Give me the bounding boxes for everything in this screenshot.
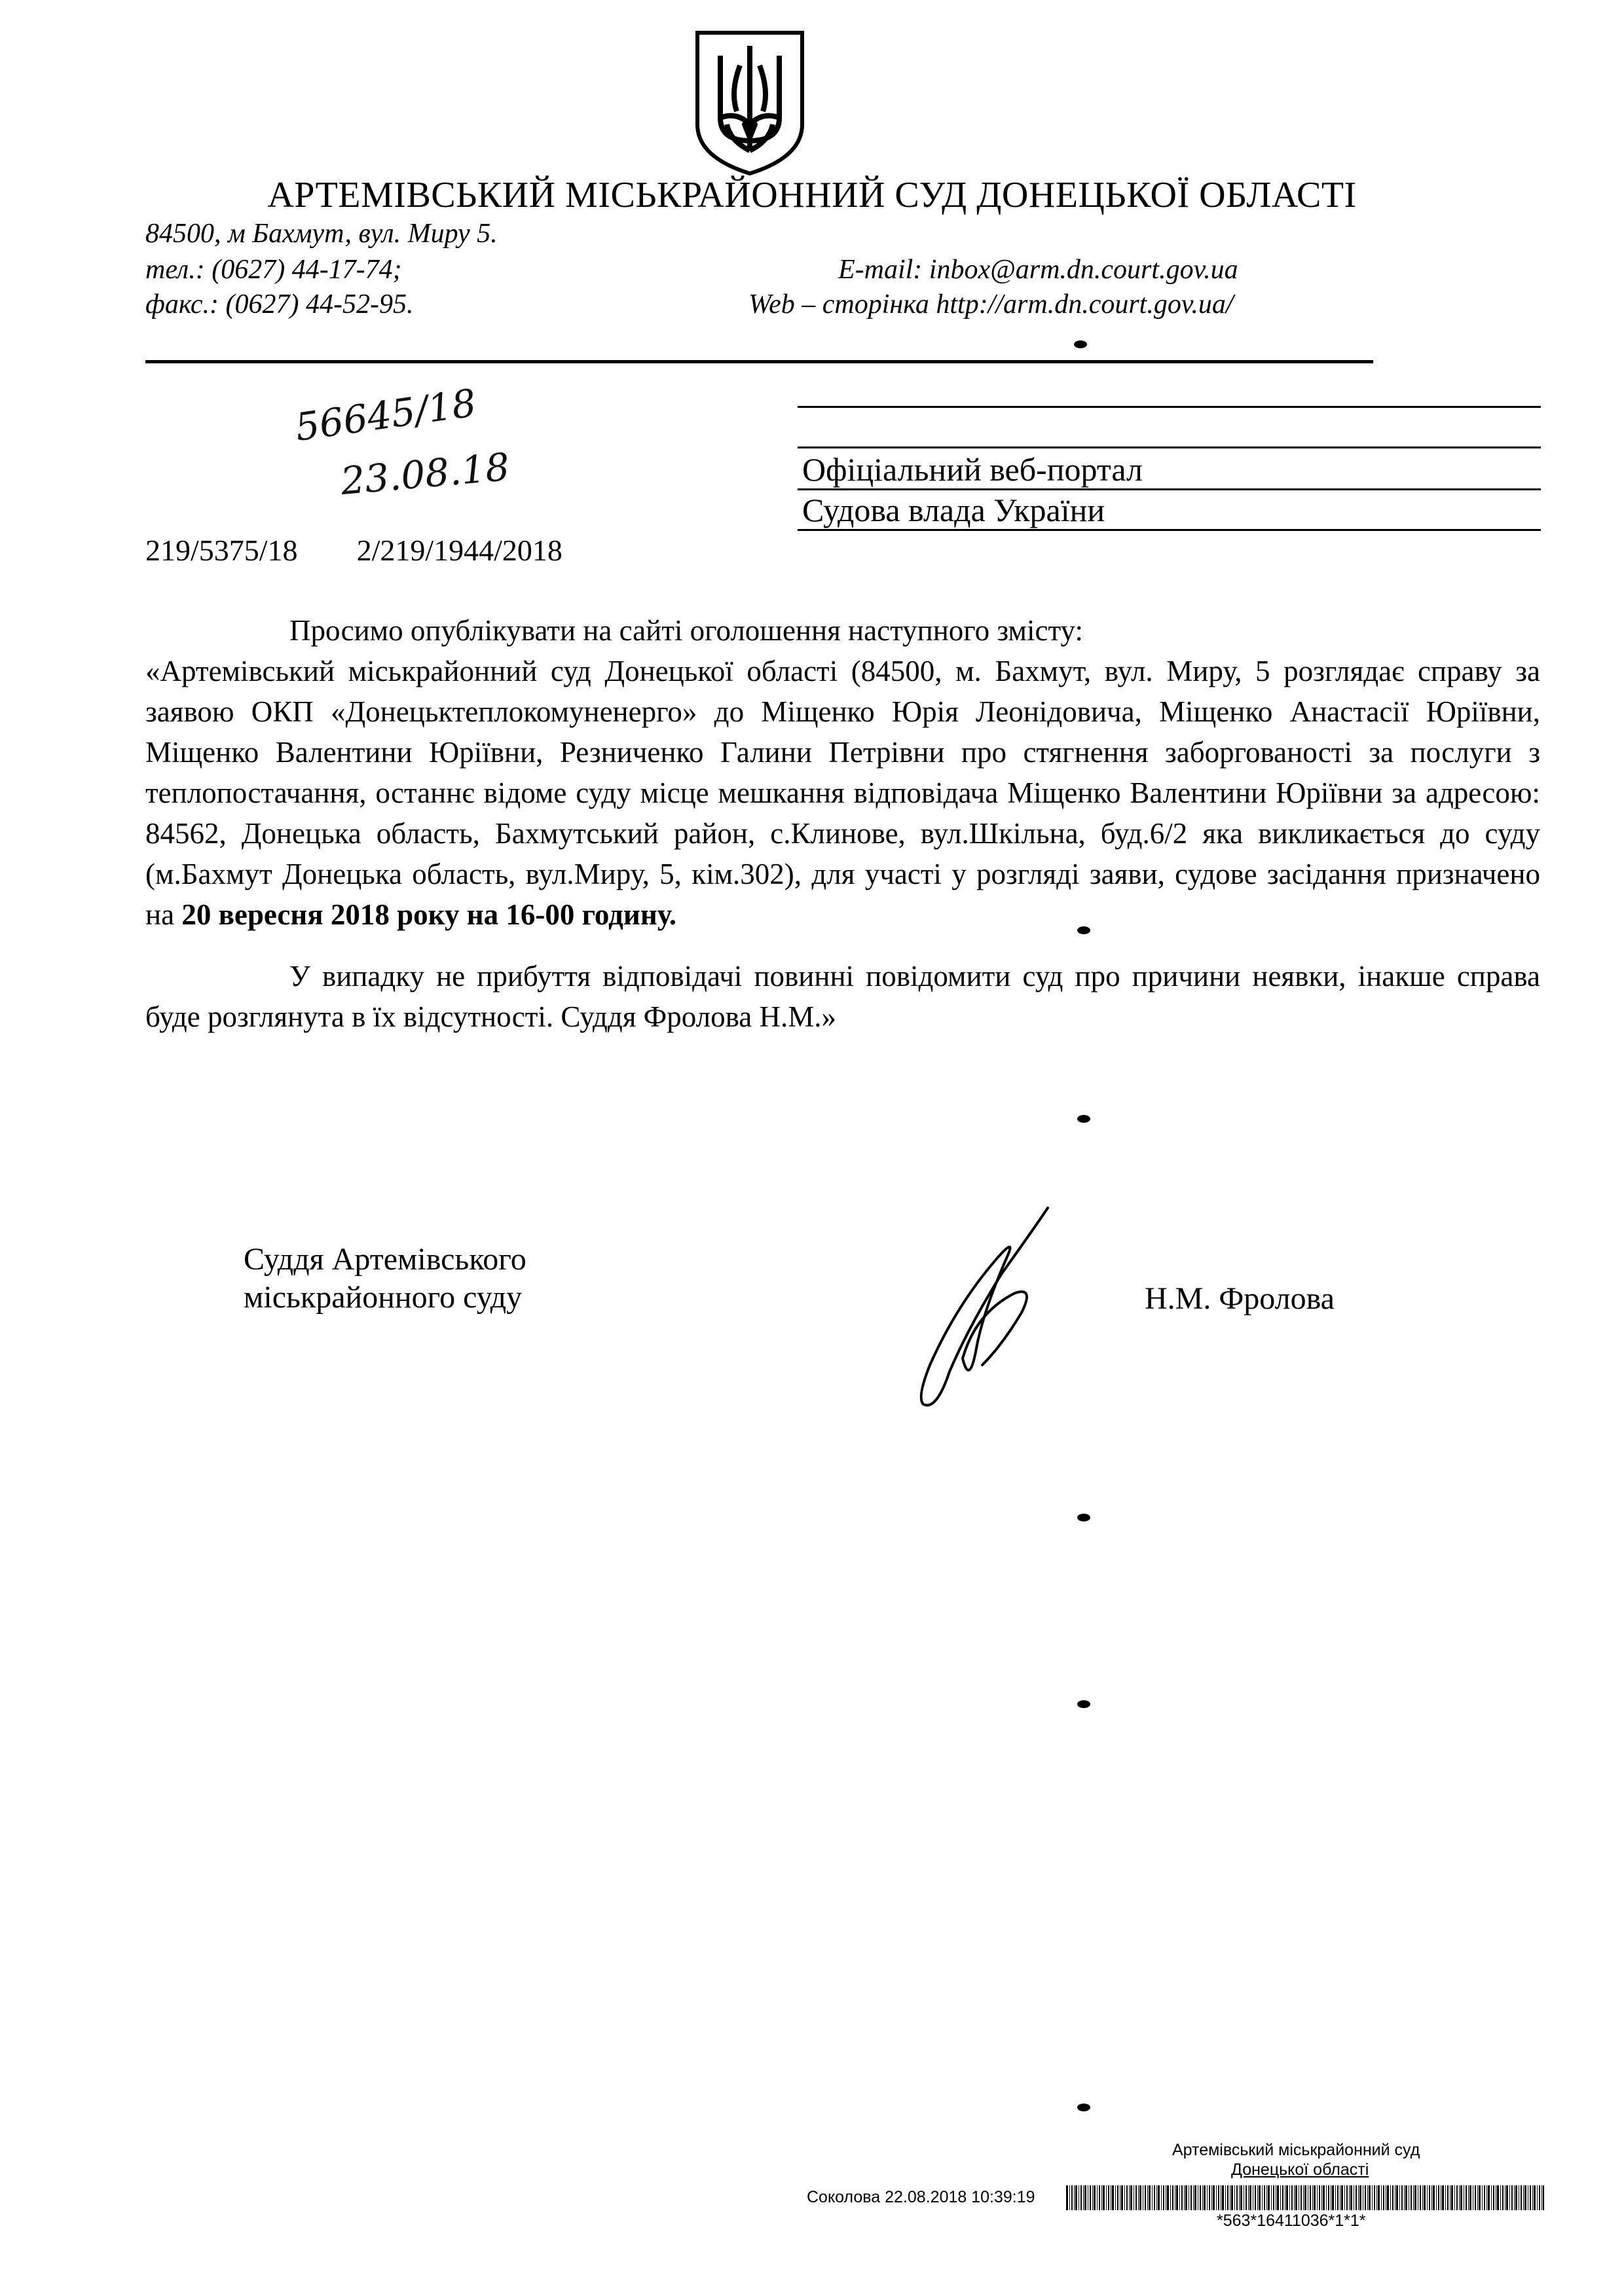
scan-mark bbox=[1077, 1700, 1090, 1708]
case-number-2: 2/219/1944/2018 bbox=[356, 534, 563, 567]
scan-mark bbox=[1077, 926, 1090, 934]
court-website: Web – сторінка http://arm.dn.court.gov.ua/ bbox=[748, 289, 1234, 319]
announcement-paragraph bbox=[145, 651, 1540, 935]
recipient-rule bbox=[798, 488, 1541, 490]
handwritten-reg-date: 23.08.18 bbox=[339, 444, 511, 504]
handwritten-reg-number: 56645/18 bbox=[292, 380, 479, 450]
scan-mark bbox=[1077, 1514, 1090, 1522]
handwritten-signature bbox=[904, 1201, 1061, 1424]
recipient-rule bbox=[798, 446, 1541, 448]
barcode-text: *563*16411036*1*1* bbox=[1217, 2212, 1366, 2230]
stamp-court-line-2: Донецької області bbox=[1231, 2160, 1369, 2179]
judge-title-line-2: міськрайонного суду bbox=[244, 1280, 523, 1315]
court-phone: тел.: (0627) 44-17-74; bbox=[145, 255, 402, 285]
recipient-rule bbox=[798, 406, 1541, 408]
letterhead-divider bbox=[145, 360, 1373, 363]
recipient-rule bbox=[798, 529, 1541, 531]
scan-mark bbox=[1077, 1115, 1090, 1123]
absence-paragraph: У випадку не прибуття відповідачі повинні повідомити суд про причини неявки, інакше справа буде розглянута в їх відсутності. Суддя Фролова Н.М.» bbox=[145, 960, 1540, 1033]
judge-name: Н.М. Фролова bbox=[1145, 1281, 1335, 1316]
scan-mark bbox=[1077, 2104, 1090, 2111]
intro-text: Просимо опублікувати на сайті оголошення наступного змісту: bbox=[289, 614, 1083, 647]
judge-title bbox=[244, 1241, 526, 1317]
case-numbers bbox=[145, 533, 621, 568]
court-email: E-mail: inbox@arm.dn.court.gov.ua bbox=[838, 255, 1238, 285]
recipient-line-1: Офіціальний веб-портал bbox=[802, 451, 1143, 488]
stamp-court-line-1: Артемівський міськрайонний суд bbox=[1172, 2141, 1420, 2159]
court-fax: факс.: (0627) 44-52-95. bbox=[145, 289, 414, 319]
scan-mark bbox=[1074, 340, 1087, 348]
court-name-heading: АРТЕМІВСЬКИЙ МІСЬКРАЙОННИЙ СУД ДОНЕЦЬКОЇ ОБЛАСТІ bbox=[267, 175, 1357, 215]
court-address: 84500, м Бахмут, вул. Миру 5. bbox=[145, 219, 498, 249]
stamp-operator-datetime: Соколова 22.08.2018 10:39:19 bbox=[807, 2188, 1035, 2206]
hearing-date: 20 вересня 2018 року на 16-00 годину. bbox=[181, 898, 676, 931]
recipient-line-2: Судова влада України bbox=[802, 492, 1105, 528]
barcode bbox=[1066, 2185, 1544, 2210]
announcement-text: «Артемівський міськрайонний суд Донецької області (84500, м. Бахмут, вул. Миру, 5 розглядає справу за заявою ОКП «Донецьктеплокомуненерго» до Міщенко Юрія Леонідовича, Міщенко Анастасії Юріївни, Міщенко Валентини Юріївни, Резниченко Галини Петрівни про стягнення заборгованості за послуги з теплопостачання, останнє відоме суду місце мешкання відповідача Міщенко Валентини Юріївни за адресою: 84562, Донецька область, Бахмутський район, с.Клинове, вул.Шкільна, буд.6/2 яка викликається до суду (м.Бахмут Донецька область, вул.Миру, 5, кім.302), для участі у розгляді заяви, судове засідання призначено на bbox=[145, 655, 1540, 931]
case-number-1: 219/5375/18 bbox=[145, 534, 298, 567]
judge-title-line-1: Суддя Артемівського bbox=[244, 1242, 526, 1277]
coat-of-arms-icon bbox=[691, 26, 809, 177]
